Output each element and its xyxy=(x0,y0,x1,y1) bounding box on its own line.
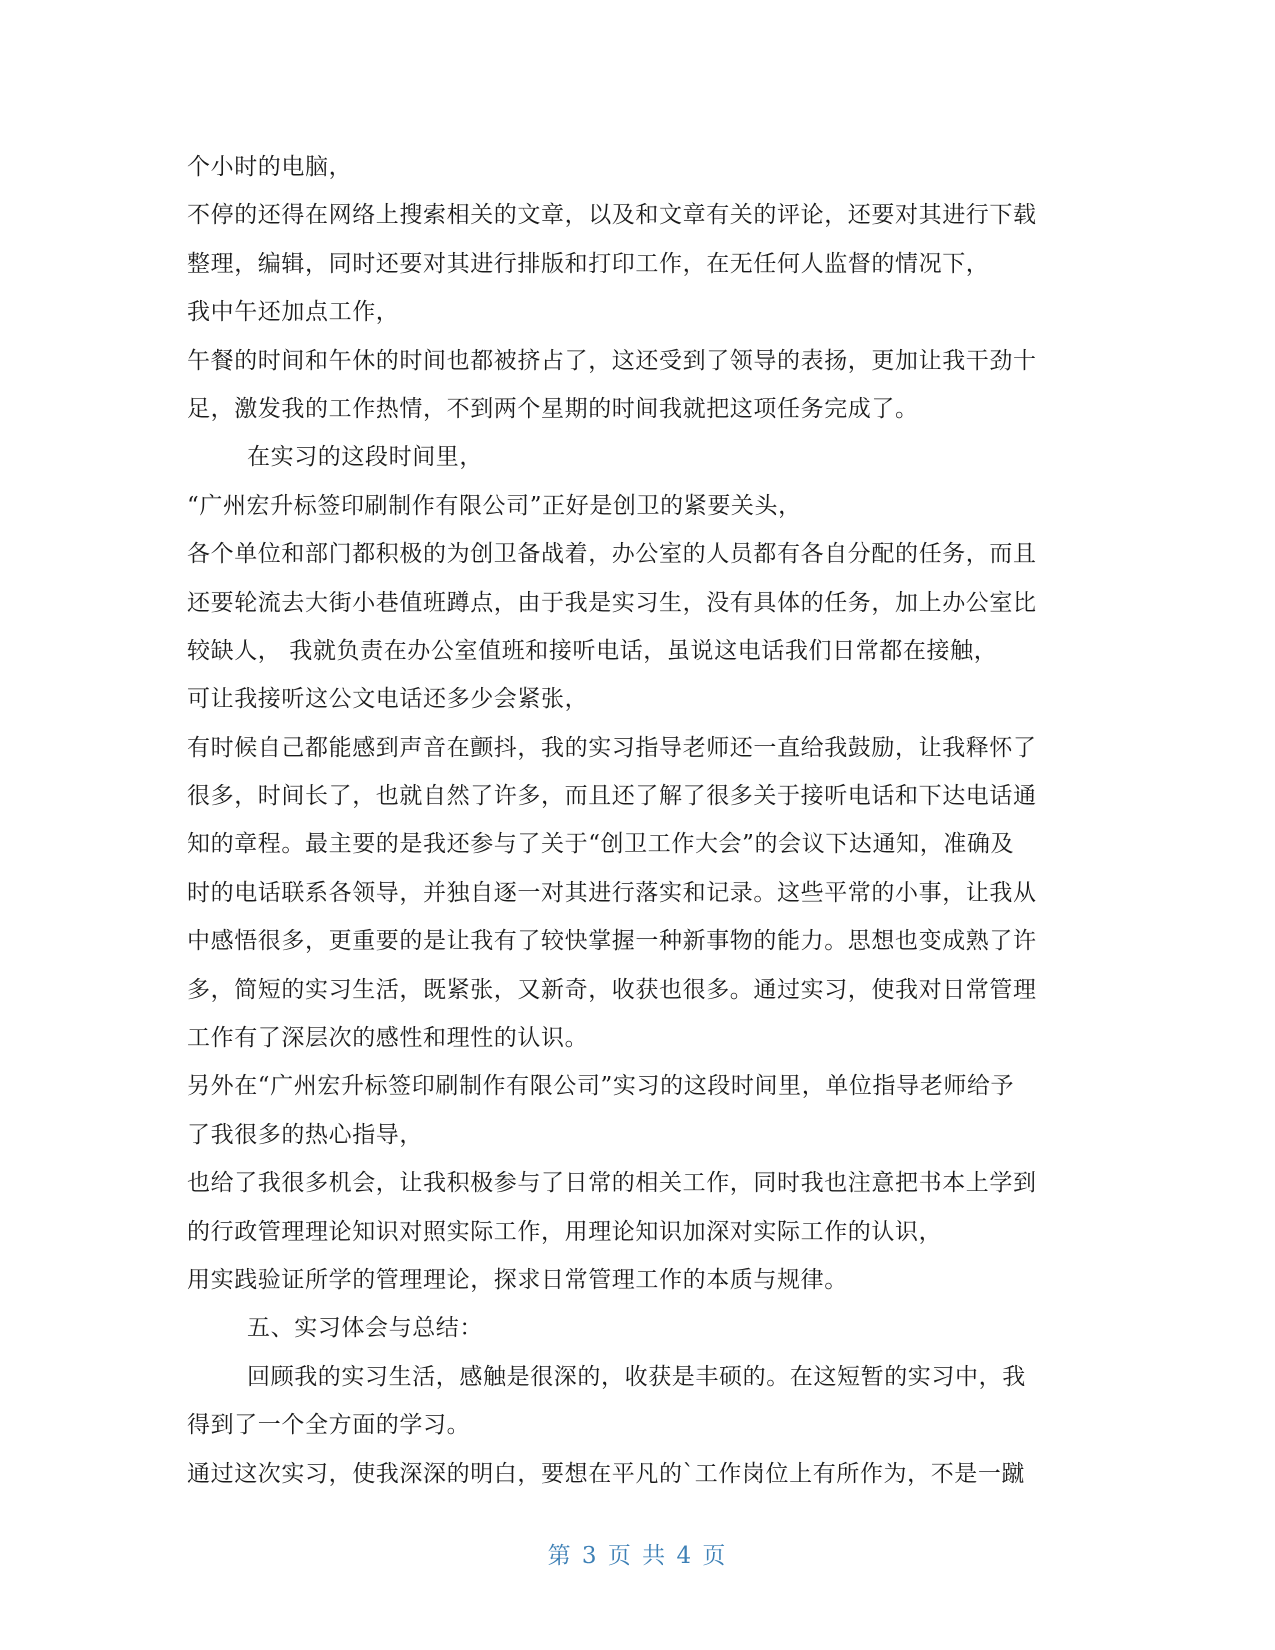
text-line: 在实习的这段时间里， xyxy=(247,444,483,471)
text-line: 整理，编辑，同时还要对其进行排版和打印工作，在无任何人监督的情况下， xyxy=(187,250,990,277)
text-line: 五、实习体会与总结： xyxy=(247,1315,483,1342)
text-line: 午餐的时间和午休的时间也都被挤占了，这还受到了领导的表扬，更加让我干劲十 xyxy=(187,347,1037,374)
text-line: 足，激发我的工作热情，不到两个星期的时间我就把这项任务完成了。 xyxy=(187,395,919,422)
text-line: 了我很多的热心指导， xyxy=(187,1121,423,1148)
text-line: 可让我接听这公文电话还多少会紧张， xyxy=(187,686,589,713)
text-line: 通过这次实习，使我深深的明白，要想在平凡的`工作岗位上有所作为，不是一蹴 xyxy=(187,1460,1026,1487)
text-line: 工作有了深层次的感性和理性的认识。 xyxy=(187,1025,589,1052)
text-line: 时的电话联系各领导，并独自逐一对其进行落实和记录。这些平常的小事，让我从 xyxy=(187,879,1037,906)
text-line: 多，简短的实习生活，既紧张，又新奇，收获也很多。通过实习，使我对日常管理 xyxy=(187,976,1037,1003)
text-line: 有时候自己都能感到声音在颤抖，我的实习指导老师还一直给我鼓励，让我释怀了 xyxy=(187,734,1037,761)
text-line: 各个单位和部门都积极的为创卫备战着，办公室的人员都有各自分配的任务，而且 xyxy=(187,541,1037,568)
text-line: 还要轮流去大街小巷值班蹲点，由于我是实习生，没有具体的任务，加上办公室比 xyxy=(187,589,1037,616)
text-line: 也给了我很多机会，让我积极参与了日常的相关工作，同时我也注意把书本上学到 xyxy=(187,1170,1037,1197)
text-line: 我中午还加点工作， xyxy=(187,299,400,326)
text-line: 另外在“广州宏升标签印刷制作有限公司”实习的这段时间里，单位指导老师给予 xyxy=(187,1073,1015,1100)
body-text xyxy=(187,143,1087,1498)
text-line: 较缺人， 我就负责在办公室值班和接听电话，虽说这电话我们日常都在接触， xyxy=(187,637,998,664)
text-line: 个小时的电脑， xyxy=(187,154,353,180)
text-line: 用实践验证所学的管理理论，探求日常管理工作的本质与规律。 xyxy=(187,1266,848,1293)
page-footer: 第 3 页 共 4 页 xyxy=(547,1543,728,1569)
text-line: 很多，时间长了，也就自然了许多，而且还了解了很多关于接听电话和下达电话通 xyxy=(187,783,1037,810)
text-line: 中感悟很多，更重要的是让我有了较快掌握一种新事物的能力。思想也变成熟了许 xyxy=(187,928,1037,955)
text-line: 得到了一个全方面的学习。 xyxy=(187,1412,471,1439)
text-line: 回顾我的实习生活，感触是很深的，收获是丰硕的。在这短暂的实习中，我 xyxy=(247,1363,1026,1390)
text-line: 的行政管理理论知识对照实际工作，用理论知识加深对实际工作的认识， xyxy=(187,1218,943,1245)
text-line: 不停的还得在网络上搜索相关的文章，以及和文章有关的评论，还要对其进行下载 xyxy=(187,202,1037,229)
text-line: “广州宏升标签印刷制作有限公司”正好是创卫的紧要关头， xyxy=(187,492,802,519)
text-line: 知的章程。最主要的是我还参与了关于“创卫工作大会”的会议下达通知，准确及 xyxy=(187,831,1015,858)
